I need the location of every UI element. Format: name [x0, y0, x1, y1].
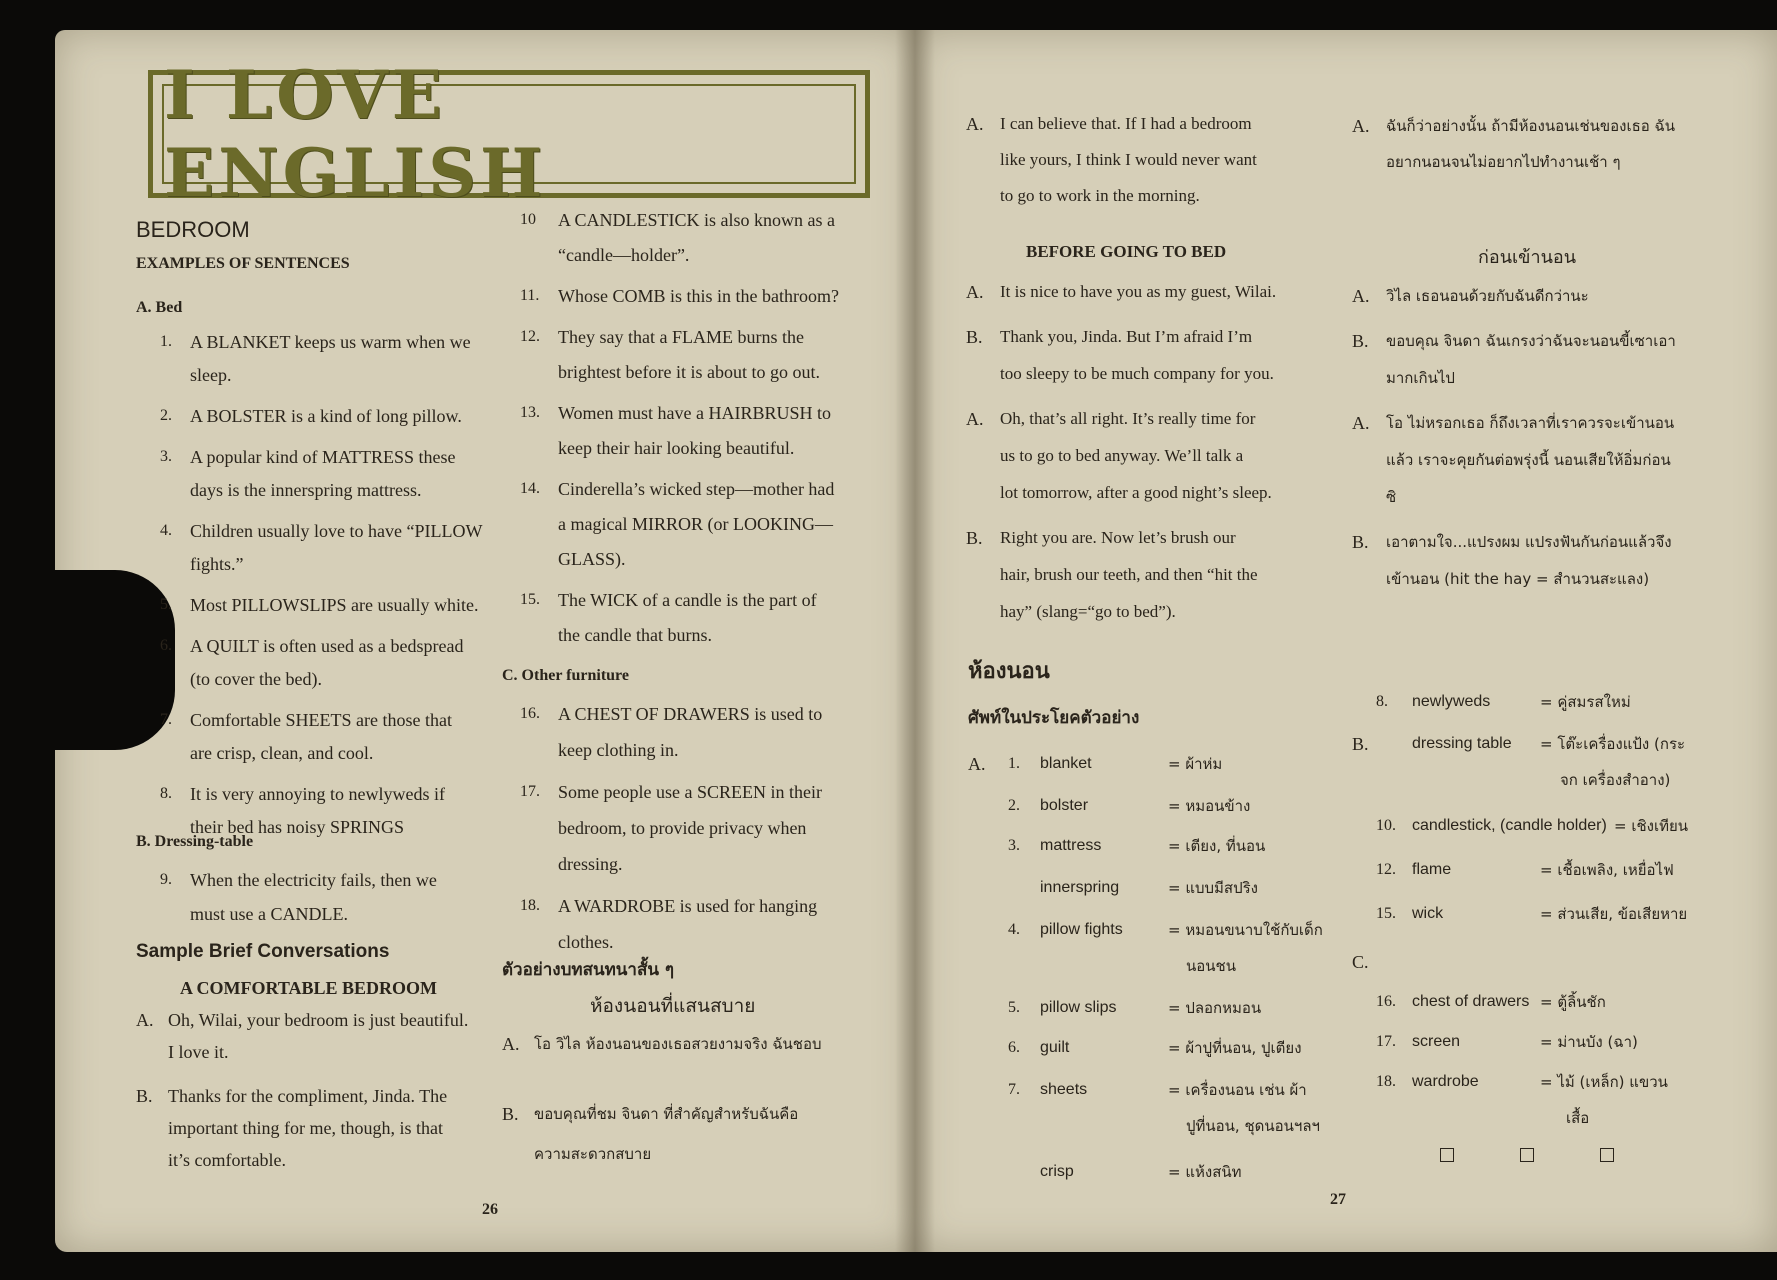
vocab-meaning-cont: จก เครื่องสำอาง) [1560, 771, 1671, 789]
title-banner [148, 56, 870, 212]
dialogue-line: Oh, Wilai, your bedroom is just beautiful. [168, 1010, 469, 1030]
sentence-line: Comfortable SHEETS are those that [190, 710, 452, 730]
item-number: 5. [160, 596, 172, 613]
sentence-line: Children usually love to have “PILLOW [190, 521, 483, 541]
vocab-group-label: A. [968, 754, 986, 774]
vocab-meaning: = หมอนขนาบใช้กับเด็ก [1168, 921, 1323, 939]
vocab-number: 10. [1376, 817, 1396, 834]
sentence-line: fights.” [190, 554, 244, 574]
vocab-meaning: = หมอนข้าง [1168, 797, 1251, 815]
vocab-meaning: = เชื้อเพลิง, เหยื่อไฟ [1540, 861, 1674, 879]
speaker-label: A. [502, 1034, 520, 1054]
vocab-meaning: = โต๊ะเครื่องแป้ง (กระ [1540, 735, 1686, 753]
thai-dialogue-line: ขอบคุณ จินดา ฉันเกรงว่าฉันจะนอนขี้เซาเอา [1386, 332, 1676, 350]
sentence-line: A BLANKET keeps us warm when we [190, 332, 471, 352]
vocab-number: 2. [1008, 797, 1020, 814]
sentence-line: keep their hair looking beautiful. [558, 438, 795, 458]
conversation-title: A COMFORTABLE BEDROOM [180, 978, 438, 998]
vocab-meaning: = แบบมีสปริง [1168, 879, 1258, 897]
vocab-word: mattress [1040, 837, 1102, 854]
vocab-meaning: = เตียง, ที่นอน [1168, 837, 1266, 855]
speaker-label: B. [136, 1086, 153, 1106]
sentence-line: They say that a FLAME burns the [558, 327, 804, 347]
item-number: 14. [520, 480, 540, 497]
item-number: 2. [160, 407, 172, 424]
vocab-word: pillow slips [1040, 999, 1117, 1016]
item-number: 11. [520, 287, 540, 304]
vocab-number: 4. [1008, 921, 1020, 938]
item-number: 6. [160, 637, 172, 654]
conversation-heading: Sample Brief Conversations [136, 941, 390, 962]
dialogue-line: lot tomorrow, after a good night’s sleep. [1000, 483, 1272, 502]
vocab-group-label: B. [1352, 734, 1369, 754]
speaker-label: A. [966, 282, 984, 302]
book-gutter [895, 30, 935, 1252]
sentence-line: bedroom, to provide privacy when [558, 818, 807, 838]
sentence-line: days is the innerspring mattress. [190, 480, 422, 500]
vocab-number: 8. [1376, 693, 1388, 710]
vocab-word: newlyweds [1412, 693, 1491, 710]
item-number: 15. [520, 591, 540, 608]
vocab-meaning: = เชิงเทียน [1614, 817, 1689, 835]
thai-dialogue-line: วิไล เธอนอนด้วยกับฉันดีกว่านะ [1386, 287, 1589, 305]
vocab-meaning: = ปลอกหมอน [1168, 999, 1262, 1017]
sentence-line: sleep. [190, 365, 232, 385]
sentence-line: Cinderella’s wicked step—mother had [558, 479, 835, 499]
dialogue-line: us to go to bed anyway. We’ll talk a [1000, 446, 1244, 465]
sentence-line: A BOLSTER is a kind of long pillow. [190, 406, 462, 426]
thai-dialogue-line: มากเกินไป [1386, 369, 1455, 387]
speaker-label: B. [1352, 331, 1369, 351]
speaker-label: A. [966, 409, 984, 429]
vocab-number: 1. [1008, 755, 1020, 772]
sentence-line: clothes. [558, 932, 614, 952]
thai-section-heading: ก่อนเข้านอน [1478, 247, 1576, 268]
vocab-meaning: = ตู้ลิ้นชัก [1540, 993, 1606, 1011]
speaker-label: A. [966, 114, 984, 134]
thai-dialogue-line: โอ ไม่หรอกเธอ ก็ถึงเวลาที่เราควรจะเข้านอน [1386, 414, 1675, 432]
sentence-line: The WICK of a candle is the part of [558, 590, 817, 610]
speaker-label: B. [502, 1104, 519, 1124]
vocab-group-label: C. [1352, 952, 1369, 972]
thai-dialogue-line: ขอบคุณที่ชม จินดา ที่สำคัญสำหรับฉันคือ [534, 1105, 799, 1123]
item-number: 16. [520, 705, 540, 722]
dialogue-line: It is nice to have you as my guest, Wilai. [1000, 282, 1277, 301]
dialogue-line: too sleepy to be much company for you. [1000, 364, 1274, 383]
vocab-number: 12. [1376, 861, 1396, 878]
item-number: 12. [520, 328, 540, 345]
page-number-right: 27 [1330, 1191, 1346, 1208]
sentence-line: Some people use a SCREEN in their [558, 782, 822, 802]
page-number-left: 26 [482, 1201, 498, 1218]
right-page [915, 30, 1777, 1252]
vocab-meaning: = เครื่องนอน เช่น ผ้า [1168, 1081, 1307, 1099]
group-heading-dressing-table: B. Dressing-table [136, 833, 254, 850]
sentence-line: “candle—holder”. [558, 245, 690, 265]
thai-vocab-heading: ศัพท์ในประโยคตัวอย่าง [968, 708, 1140, 728]
dialogue-line: it’s comfortable. [168, 1150, 286, 1170]
vocab-meaning-cont: เสื้อ [1566, 1109, 1590, 1127]
sentence-line: are crisp, clean, and cool. [190, 743, 374, 763]
dialogue-line: important thing for me, though, is that [168, 1118, 443, 1138]
sentence-line: A WARDROBE is used for hanging [558, 896, 818, 916]
vocab-word: sheets [1040, 1081, 1088, 1098]
sentence-line: Most PILLOWSLIPS are usually white. [190, 595, 479, 615]
thai-dialogue-line: ความสะดวกสบาย [534, 1145, 652, 1163]
speaker-label: A. [1352, 413, 1370, 433]
vocab-meaning: = ไม้ (เหล็ก) แขวน [1540, 1073, 1668, 1091]
sentence-line: A CANDLESTICK is also known as a [558, 210, 835, 230]
item-number: 18. [520, 897, 540, 914]
vocab-meaning-cont: ปูที่นอน, ชุดนอนฯลฯ [1186, 1117, 1320, 1135]
thai-section-title: ห้องนอน [968, 659, 1050, 684]
vocab-word: blanket [1040, 755, 1092, 772]
sentence-line: the candle that burns. [558, 625, 712, 645]
speaker-label: A. [136, 1010, 154, 1030]
vocab-word: screen [1412, 1033, 1461, 1050]
sentence-line: keep clothing in. [558, 740, 679, 760]
thai-conversation-heading: ตัวอย่างบทสนทนาสั้น ๆ [502, 960, 675, 980]
sentence-line: A QUILT is often used as a bedspread [190, 636, 464, 656]
vocab-number: 18. [1376, 1073, 1396, 1090]
thai-dialogue-line: โอ วิไล ห้องนอนของเธอสวยงามจริง ฉันชอบ [534, 1035, 822, 1053]
speaker-label: A. [1352, 116, 1370, 136]
sentence-line: (to cover the bed). [190, 669, 322, 689]
item-number: 13. [520, 404, 540, 421]
item-number: 10 [520, 211, 536, 228]
vocab-meaning: = คู่สมรสใหม่ [1540, 693, 1631, 711]
vocab-number: 7. [1008, 1081, 1020, 1098]
speaker-label: A. [1352, 286, 1370, 306]
vocab-word: wick [1412, 905, 1444, 922]
sentence-line: When the electricity fails, then we [190, 870, 437, 890]
speaker-label: B. [966, 327, 983, 347]
sentence-line: a magical MIRROR (or LOOKING— [558, 514, 833, 534]
thai-dialogue-line: เข้านอน (hit the hay = สำนวนสะแลง) [1386, 570, 1650, 588]
item-number: 7. [160, 711, 172, 728]
thai-dialogue-line: ซิ [1386, 488, 1397, 506]
vocab-number: 17. [1376, 1033, 1396, 1050]
sentence-line: A CHEST OF DRAWERS is used to [558, 704, 823, 724]
dialogue-line: hay” (slang=“go to bed”). [1000, 602, 1176, 621]
thai-dialogue-line: ฉันก็ว่าอย่างนั้น ถ้ามีห้องนอนเช่นของเธอ ฉัน [1386, 117, 1676, 135]
dialogue-line: Oh, that’s all right. It’s really time for [1000, 409, 1256, 428]
section-heading-before-bed: BEFORE GOING TO BED [1026, 242, 1227, 261]
vocab-meaning: = ผ้าปูที่นอน, ปูเตียง [1168, 1039, 1302, 1057]
section-title: BEDROOM [136, 217, 250, 242]
dialogue-line: I can believe that. If I had a bedroom [1000, 114, 1252, 133]
thai-conversation-title: ห้องนอนที่แสนสบาย [590, 995, 756, 1017]
vocab-number: 3. [1008, 837, 1020, 854]
thai-dialogue-line: เอาตามใจ...แปรงผม แปรงฟันกันก่อนแล้วจึง [1386, 533, 1672, 551]
item-number: 8. [160, 785, 172, 802]
thai-dialogue-line: แล้ว เราจะคุยกันต่อพรุ่งนี้ นอนเสียให้อิ่มก่อน [1386, 451, 1671, 469]
vocab-number: 16. [1376, 993, 1396, 1010]
dialogue-line: like yours, I think I would never want [1000, 150, 1257, 169]
vocab-word: crisp [1040, 1163, 1074, 1180]
item-number: 3. [160, 448, 172, 465]
banner-title: I LOVE ENGLISH [164, 56, 547, 212]
dialogue-line: Thanks for the compliment, Jinda. The [168, 1086, 448, 1106]
vocab-word: dressing table [1412, 735, 1512, 752]
dialogue-line: Right you are. Now let’s brush our [1000, 528, 1236, 547]
vocab-word: innerspring [1040, 879, 1120, 896]
group-heading-other-furniture: C. Other furniture [502, 667, 629, 684]
sentence-line: Whose COMB is this in the bathroom? [558, 286, 839, 306]
vocab-word: pillow fights [1040, 921, 1123, 938]
vocab-meaning: = ส่วนเสีย, ข้อเสียหาย [1540, 905, 1688, 923]
item-number: 9. [160, 871, 172, 888]
vocab-number: 6. [1008, 1039, 1020, 1056]
dialogue-line: hair, brush our teeth, and then “hit the [1000, 565, 1258, 584]
item-number: 4. [160, 522, 172, 539]
end-square-mark [1600, 1148, 1614, 1162]
vocab-word: chest of drawers [1412, 993, 1530, 1010]
sentence-line: must use a CANDLE. [190, 904, 348, 924]
speaker-label: B. [1352, 532, 1369, 552]
dialogue-line: Thank you, Jinda. But I’m afraid I’m [1000, 327, 1253, 346]
subtitle: EXAMPLES OF SENTENCES [136, 255, 350, 272]
sentence-line: their bed has noisy SPRINGS [190, 817, 405, 837]
sentence-line: It is very annoying to newlyweds if [190, 784, 445, 804]
thai-dialogue-line: อยากนอนจนไม่อยากไปทำงานเช้า ๆ [1386, 153, 1621, 171]
vocab-meaning: = ม่านบัง (ฉา) [1540, 1033, 1638, 1051]
group-heading-bed: A. Bed [136, 299, 183, 316]
vocab-meaning: = แห้งสนิท [1168, 1163, 1242, 1181]
vocab-word: wardrobe [1412, 1073, 1479, 1090]
sentence-line: Women must have a HAIRBRUSH to [558, 403, 832, 423]
vocab-word: candlestick, (candle holder) [1412, 817, 1607, 834]
page-notch [55, 570, 175, 750]
sentence-line: brightest before it is about to go out. [558, 362, 820, 382]
dialogue-line: I love it. [168, 1042, 229, 1062]
vocab-word: guilt [1040, 1039, 1070, 1056]
speaker-label: B. [966, 528, 983, 548]
vocab-meaning-cont: นอนชน [1186, 957, 1236, 975]
vocab-word: flame [1412, 861, 1452, 878]
vocab-word: bolster [1040, 797, 1089, 814]
item-number: 17. [520, 783, 540, 800]
vocab-meaning: = ผ้าห่ม [1168, 755, 1223, 773]
dialogue-line: to go to work in the morning. [1000, 186, 1200, 205]
end-square-mark [1440, 1148, 1454, 1162]
vocab-number: 5. [1008, 999, 1020, 1016]
sentence-line: dressing. [558, 854, 623, 874]
sentence-line: GLASS). [558, 549, 626, 569]
item-number: 1. [160, 333, 172, 350]
sentence-line: A popular kind of MATTRESS these [190, 447, 456, 467]
end-square-mark [1520, 1148, 1534, 1162]
vocab-number: 15. [1376, 905, 1396, 922]
